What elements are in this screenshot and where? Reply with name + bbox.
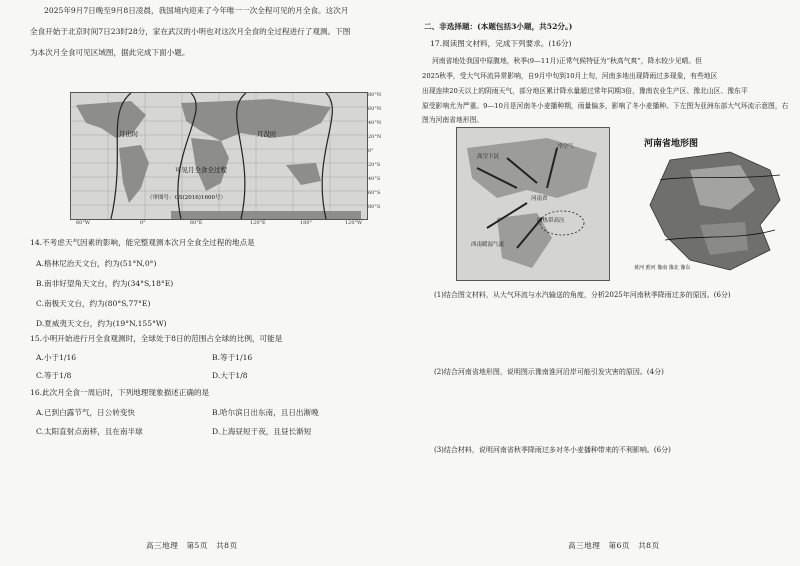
label-moonset-time: 月没时 (257, 130, 277, 138)
material-line-4: 原受影响尤为严重。9—10月是河南冬小麦播种期，雨量偏多，影响了冬小麦播种。下左图为亚洲东部大气环流示意图，右 (422, 102, 789, 110)
q14-option-b[interactable]: B.南非好望角天文台，约为(34°S,18°E) (36, 279, 174, 288)
label-moonrise-time: 月出时 (119, 130, 139, 138)
q15-option-b[interactable]: B.等于1/16 (212, 353, 253, 362)
q14-option-a[interactable]: A.格林尼治天文台，约为(51°N,0°) (36, 259, 157, 268)
intro-line-2: 全食开始于北京时间7日23时28分，家在武汉的小明也对这次月全食的全过程进行了观测。下图 (30, 27, 351, 36)
q15-option-a[interactable]: A.小于1/16 (36, 353, 77, 362)
lat-label: 60°S (368, 190, 381, 196)
lon-label: 0° (140, 220, 146, 226)
q14-option-c[interactable]: C.南极天文台，约为(80°S,77°E) (36, 299, 151, 308)
intro-line-1: 2025年9月7日晚至9月8日凌晨，我国境内迎来了今年唯一一次全程可见的月全食。这次月 (44, 6, 349, 15)
lat-label: 20°N (368, 134, 382, 140)
material-line-2: 2025秋季，受大气环流异常影响，自9月中旬到10月上旬，河南多地出现降雨过多现象，有些地区 (422, 72, 718, 80)
section-heading: 二、非选择题：(本题包括3小题，共52分。) (424, 22, 573, 31)
q15-stem: 15.小明开始进行月全食观测时，全球处于8日的范围占全球的比例，可能是 (30, 334, 283, 343)
lon-label: 120°W (345, 220, 363, 226)
lat-label: 40°N (368, 120, 382, 126)
q16-option-d[interactable]: D.上海昼短于夜，且昼长渐短 (212, 427, 312, 436)
lon-label: 180° (300, 220, 313, 226)
topo-graphic (630, 130, 790, 280)
lon-label: 60°E (190, 220, 203, 226)
q14-stem: 14.不考虑天气因素的影响，能完整观测本次月全食全过程的地点是 (30, 238, 255, 247)
right-page-footer: 高三地理 第6页 共8页 (568, 541, 660, 550)
circulation-map (456, 127, 610, 281)
label-high-sinking: 高空下沉 (477, 154, 500, 160)
q14-option-d[interactable]: D.夏威夷天文台，约为(19°N,155°W) (36, 319, 167, 328)
label-henan: 河南省 (531, 196, 548, 202)
q17-sub3: (3)结合材料，说明河南省秋季降雨过多对冬小麦播种带来的不利影响。(6分) (434, 446, 671, 454)
intro-line-3: 为本次月全食可见区域图，据此完成下面小题。 (30, 48, 190, 57)
right-page (400, 0, 800, 566)
lat-label: 60°N (368, 106, 382, 112)
q15-option-c[interactable]: C.等于1/8 (36, 371, 72, 380)
label-map-source: （审图号：GS(2016)1600号） (147, 195, 226, 201)
q17-heading: 17.阅读图文材料，完成下列要求。(16分) (430, 39, 572, 48)
q16-option-a[interactable]: A.已到白露节气，日公转变快 (36, 408, 136, 417)
q16-stem: 16.此次月全食一周后时，下列地理现象描述正确的是 (30, 388, 210, 397)
topo-legend: 黄河 淮河 豫南 豫北 豫东 (634, 265, 691, 271)
lon-label: 60°W (76, 220, 91, 226)
material-line-5: 图为河南省地形图。 (422, 116, 484, 124)
henan-topo-map (630, 130, 790, 280)
q16-option-c[interactable]: C.太阳直射点南移，且在南半球 (36, 427, 143, 436)
lon-label: 120°E (250, 220, 266, 226)
material-line-3: 出现连续20天以上的阴雨天气，部分地区累计降水量超过常年同期3倍，豫南农业生产区、豫北山区、豫东平 (422, 87, 748, 95)
circulation-graphic (457, 128, 609, 280)
lat-label: 80°S (368, 204, 381, 210)
lat-label: 80°N (368, 92, 382, 98)
left-page-footer: 高三地理 第5页 共8页 (146, 541, 238, 550)
material-line-1: 河南省地处我国中原腹地，秋季(9—11月)正常气候特征为“秋高气爽”，降水较少见晴。但 (432, 57, 702, 65)
q17-sub1: (1)结合图文材料，从大气环流与水汽输送的角度，分析2025年河南秋季降雨过多的原因。(6分) (434, 291, 731, 299)
q16-option-b[interactable]: B.哈尔滨日出东南，且日出渐晚 (212, 408, 319, 417)
q17-sub2: (2)结合河南省地形图，说明图示豫南淮河沿岸可能引发灾害的原因。(4分) (434, 368, 664, 376)
lat-label: 0° (368, 148, 374, 154)
eclipse-visibility-map (70, 92, 368, 220)
lat-label: 20°S (368, 162, 381, 168)
label-subtropical-high: 副热带高压 (537, 218, 565, 224)
label-full-visibility: 可见月全食全过程 (175, 166, 227, 174)
lat-label: 40°S (368, 176, 381, 182)
q15-option-d[interactable]: D.大于1/8 (212, 371, 248, 380)
topo-map-title: 河南省地形图 (644, 139, 699, 149)
label-sw-moist-flow: 西南暖湿气流 (471, 242, 505, 248)
label-cold-air: 冷空气 (557, 144, 574, 150)
